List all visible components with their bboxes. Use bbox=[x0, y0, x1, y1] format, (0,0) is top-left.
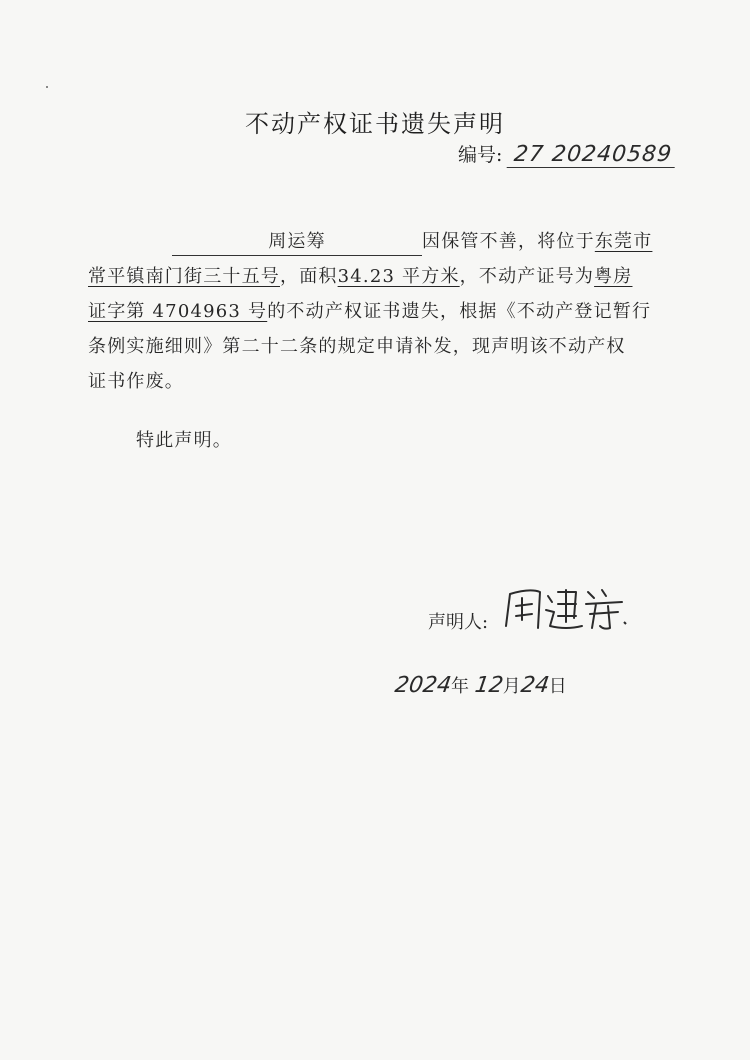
handwritten-signature bbox=[500, 582, 630, 634]
area-label: ，面积 bbox=[280, 266, 338, 287]
cert-part-2: 证字第 4704963 号 bbox=[88, 301, 268, 322]
date-month: 12 bbox=[472, 673, 505, 698]
body-line-3 bbox=[88, 294, 668, 329]
body-line-5: 证书作废。 bbox=[88, 371, 184, 392]
date-year-unit: 年 bbox=[451, 676, 469, 697]
declaration-date bbox=[395, 672, 567, 698]
cert-part-1: 粤房 bbox=[594, 266, 633, 287]
document-number bbox=[458, 140, 676, 168]
body-line-1 bbox=[88, 224, 668, 259]
document-number-value: 27 20240589 bbox=[507, 142, 678, 168]
body-line-2 bbox=[88, 259, 668, 294]
body-line-4: 条例实施细则》第二十二条的规定申请补发，现声明该不动产权 bbox=[88, 336, 626, 357]
date-year: 2024 bbox=[393, 673, 453, 698]
owner-name: 周运筹 bbox=[172, 229, 422, 256]
body-line-1-text: 因保管不善，将位于 bbox=[422, 231, 595, 252]
declaration-body bbox=[88, 224, 668, 399]
address-part-2: 常平镇南门街三十五号 bbox=[88, 266, 280, 287]
closing-statement: 特此声明。 bbox=[136, 430, 232, 451]
area-value: 34.23 平方米 bbox=[337, 266, 460, 287]
date-day: 24 bbox=[518, 673, 551, 698]
date-day-unit: 日 bbox=[548, 676, 567, 697]
date-month-unit: 月 bbox=[502, 676, 521, 697]
address-part-1: 东莞市 bbox=[594, 231, 653, 252]
document-number-label: 编号: bbox=[458, 144, 503, 166]
cert-label: ，不动产证号为 bbox=[459, 266, 595, 287]
body-line-3-text: 的不动产权证书遗失，根据《不动产登记暂行 bbox=[267, 301, 652, 322]
declarant-label: 声明人: bbox=[428, 612, 489, 633]
page-title: 不动产权证书遗失声明 bbox=[245, 110, 505, 138]
scan-speck bbox=[46, 86, 48, 88]
